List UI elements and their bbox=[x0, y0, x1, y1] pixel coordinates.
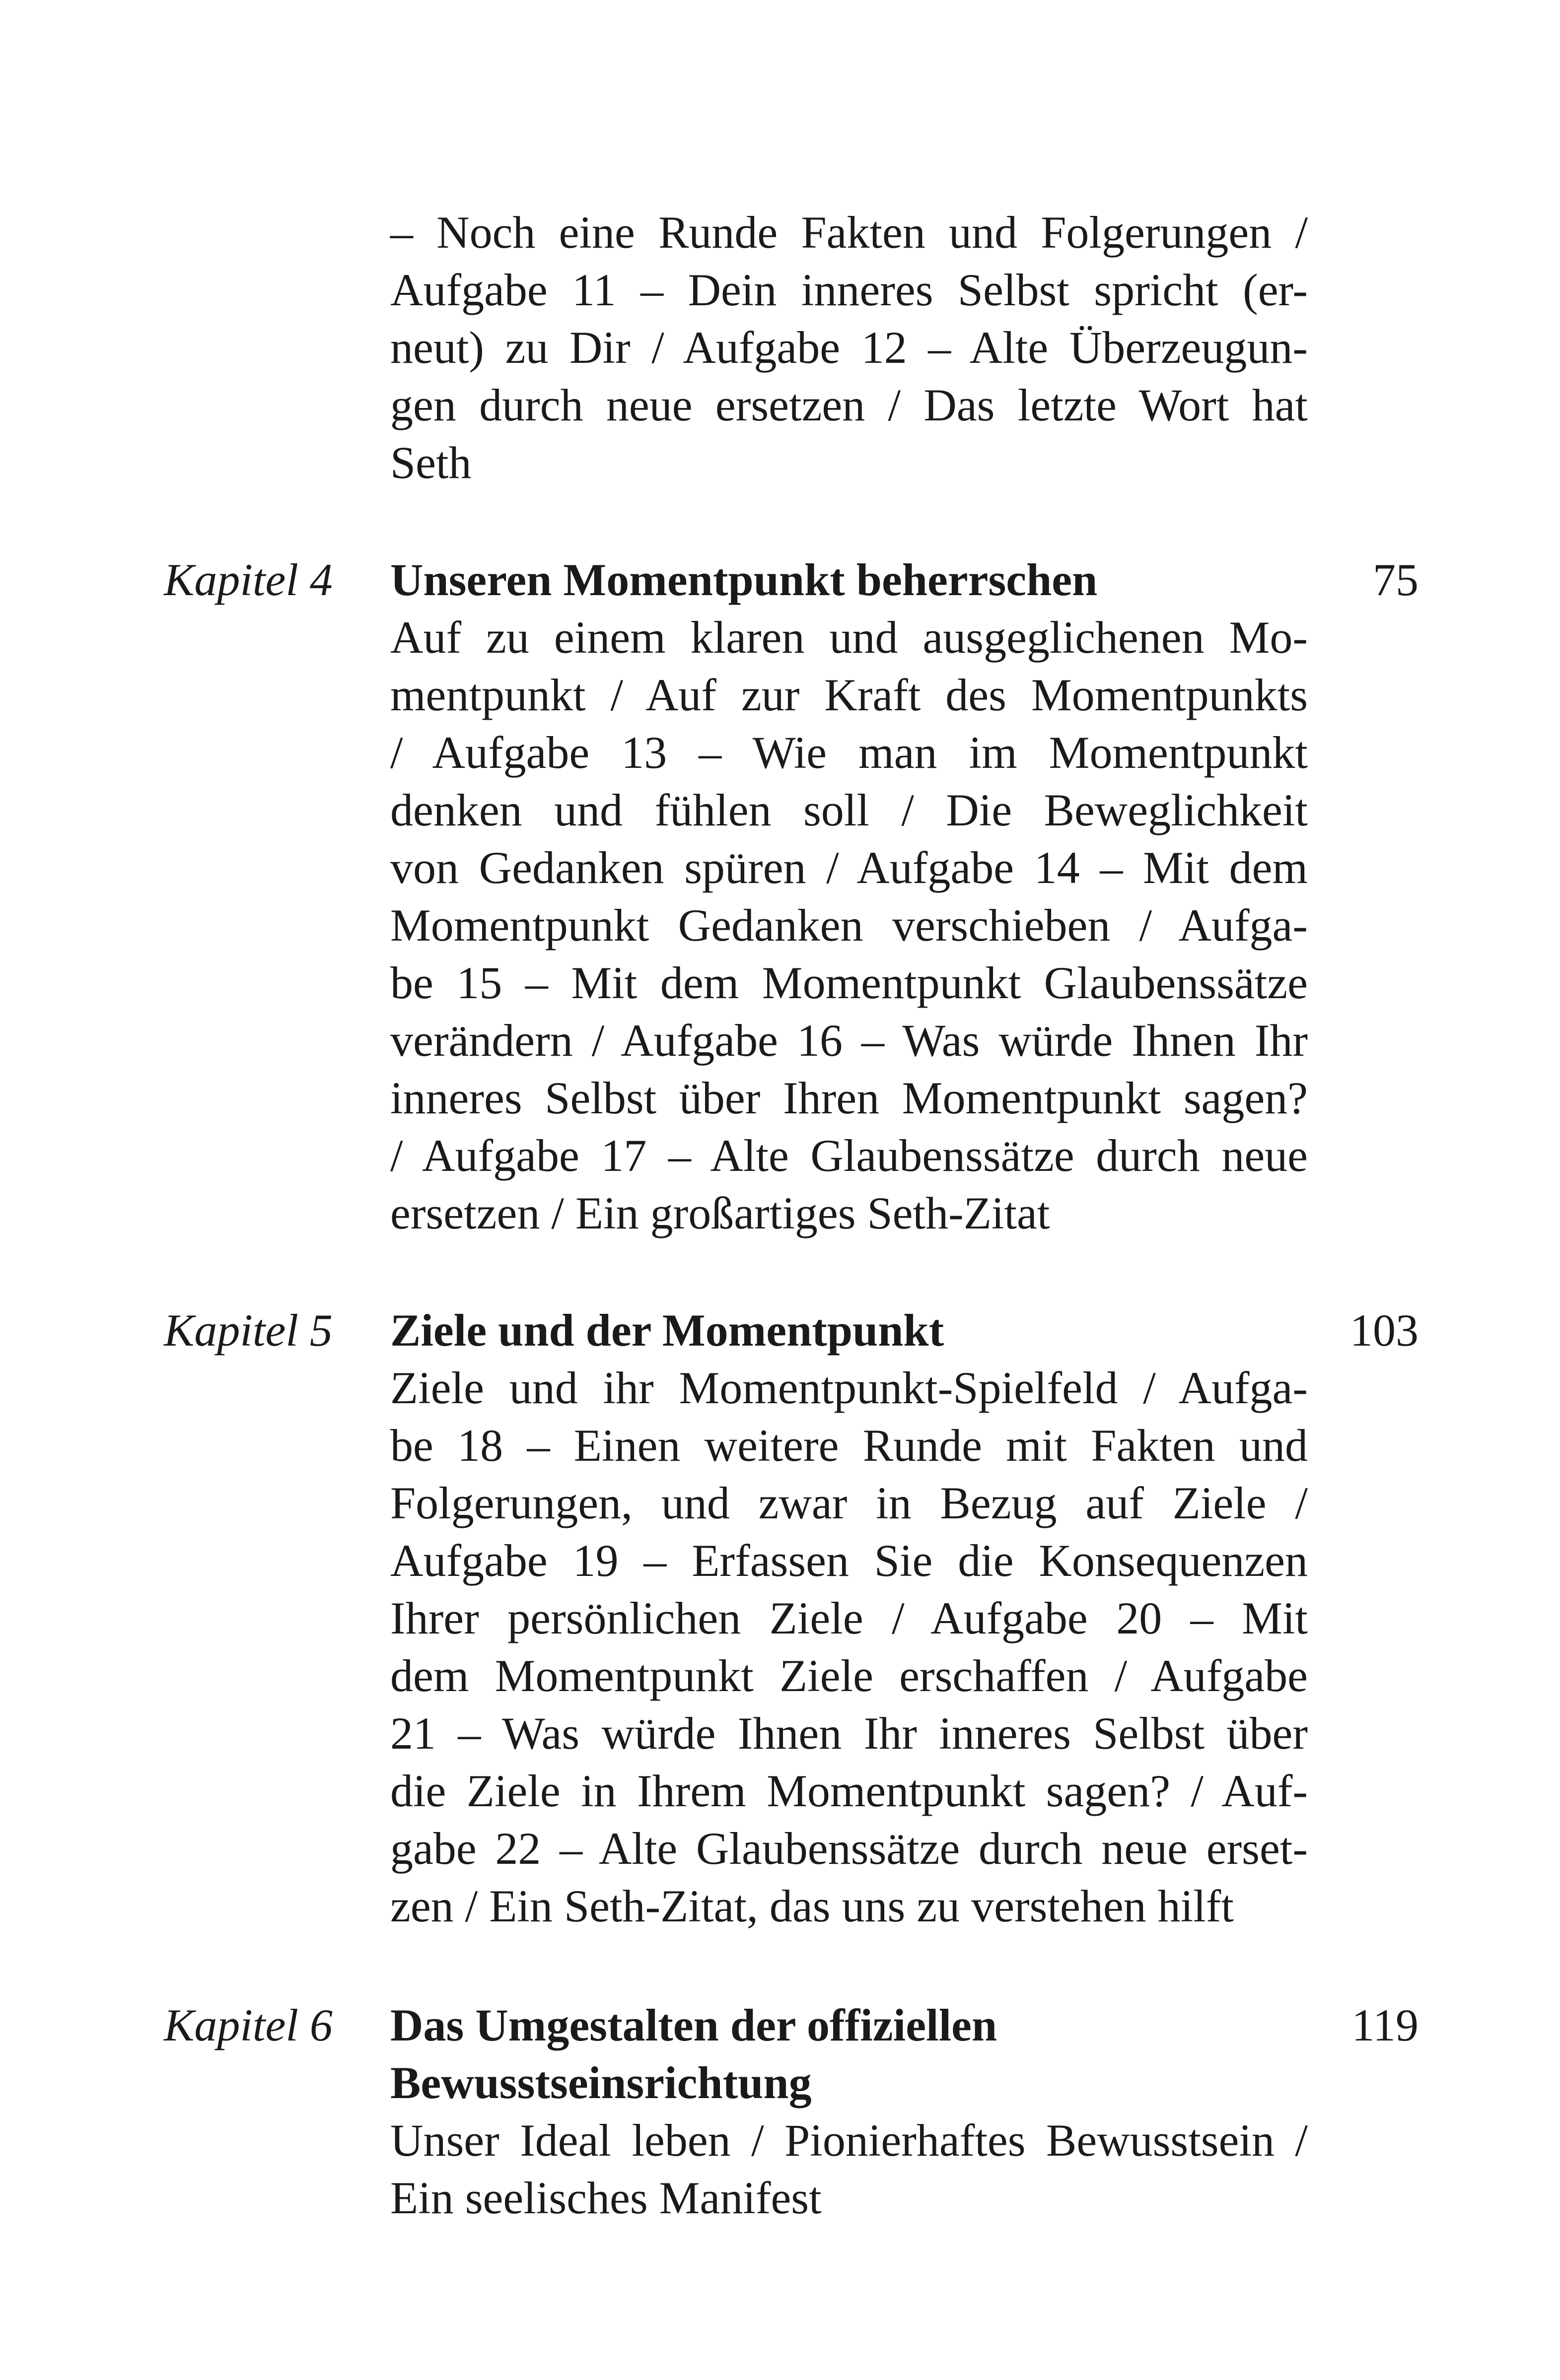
chapter-summary-line: gabe 22 – Alte Glaubenssätze durch neue erset- bbox=[390, 1823, 1308, 1874]
chapter-page-number: 75 bbox=[1373, 554, 1418, 605]
chapter-summary-line: mentpunkt / Auf zur Kraft des Momentpunkts bbox=[390, 670, 1308, 720]
chapter-summary-line: verändern / Aufgabe 16 – Was würde Ihnen Ihr bbox=[390, 1015, 1308, 1066]
chapter-summary-line: 21 – Was würde Ihnen Ihr inneres Selbst über bbox=[390, 1708, 1308, 1759]
chapter-summary-line: Ihrer persönlichen Ziele / Aufgabe 20 – Mit bbox=[390, 1593, 1308, 1643]
chapter-summary-line: dem Momentpunkt Ziele erschaffen / Aufgabe bbox=[390, 1650, 1308, 1701]
chapter-label: Kapitel 5 bbox=[164, 1305, 333, 1356]
chapter-label: Kapitel 4 bbox=[164, 554, 333, 605]
chapter-summary-line: Ziele und ihr Momentpunkt-Spielfeld / Aufga- bbox=[390, 1362, 1308, 1413]
chapter-summary-line: von Gedanken spüren / Aufgabe 14 – Mit dem bbox=[390, 842, 1308, 893]
chapter-label: Kapitel 6 bbox=[164, 2000, 333, 2050]
chapter-summary-line: be 18 – Einen weitere Runde mit Fakten und bbox=[390, 1420, 1308, 1471]
chapter-page-number: 103 bbox=[1350, 1305, 1418, 1356]
toc-continuation-line: Seth bbox=[390, 437, 472, 488]
chapter-summary-line: Auf zu einem klaren und ausgeglichenen Mo- bbox=[390, 612, 1308, 663]
chapter-summary-line: be 15 – Mit dem Momentpunkt Glaubenssätze bbox=[390, 957, 1308, 1008]
chapter-summary-line: Momentpunkt Gedanken verschieben / Aufga- bbox=[390, 900, 1308, 951]
chapter-page-number: 119 bbox=[1351, 2000, 1418, 2050]
toc-continuation-line: – Noch eine Runde Fakten und Folgerungen / bbox=[390, 207, 1308, 258]
chapter-summary-line: inneres Selbst über Ihren Momentpunkt sagen? bbox=[390, 1073, 1308, 1123]
chapter-title: Das Umgestalten der offiziellen bbox=[390, 2000, 997, 2050]
chapter-summary-line: Ein seelisches Manifest bbox=[390, 2173, 822, 2223]
chapter-summary-line: ersetzen / Ein großartiges Seth-Zitat bbox=[390, 1188, 1050, 1238]
chapter-summary-line: Folgerungen, und zwar in Bezug auf Ziele / bbox=[390, 1478, 1308, 1528]
chapter-summary-line: denken und fühlen soll / Die Beweglichkeit bbox=[390, 785, 1308, 835]
chapter-title: Unseren Momentpunkt beherrschen bbox=[390, 554, 1098, 605]
chapter-title: Ziele und der Momentpunkt bbox=[390, 1305, 944, 1356]
chapter-summary-line: / Aufgabe 13 – Wie man im Momentpunkt bbox=[390, 727, 1308, 778]
chapter-summary-line: / Aufgabe 17 – Alte Glaubenssätze durch neue bbox=[390, 1130, 1308, 1181]
chapter-summary-line: Aufgabe 19 – Erfassen Sie die Konsequenzen bbox=[390, 1535, 1308, 1586]
toc-continuation-line: Aufgabe 11 – Dein inneres Selbst spricht (er- bbox=[390, 265, 1308, 315]
chapter-title-continued: Bewusstseinsrichtung bbox=[390, 2057, 812, 2108]
toc-continuation-line: gen durch neue ersetzen / Das letzte Wort hat bbox=[390, 380, 1308, 430]
chapter-summary-line: die Ziele in Ihrem Momentpunkt sagen? / Auf- bbox=[390, 1766, 1308, 1816]
toc-continuation-line: neut) zu Dir / Aufgabe 12 – Alte Überzeugun- bbox=[390, 322, 1308, 373]
chapter-summary-line: zen / Ein Seth-Zitat, das uns zu verstehen hilft bbox=[390, 1881, 1234, 1931]
chapter-summary-line: Unser Ideal leben / Pionierhaftes Bewusstsein / bbox=[390, 2115, 1308, 2166]
